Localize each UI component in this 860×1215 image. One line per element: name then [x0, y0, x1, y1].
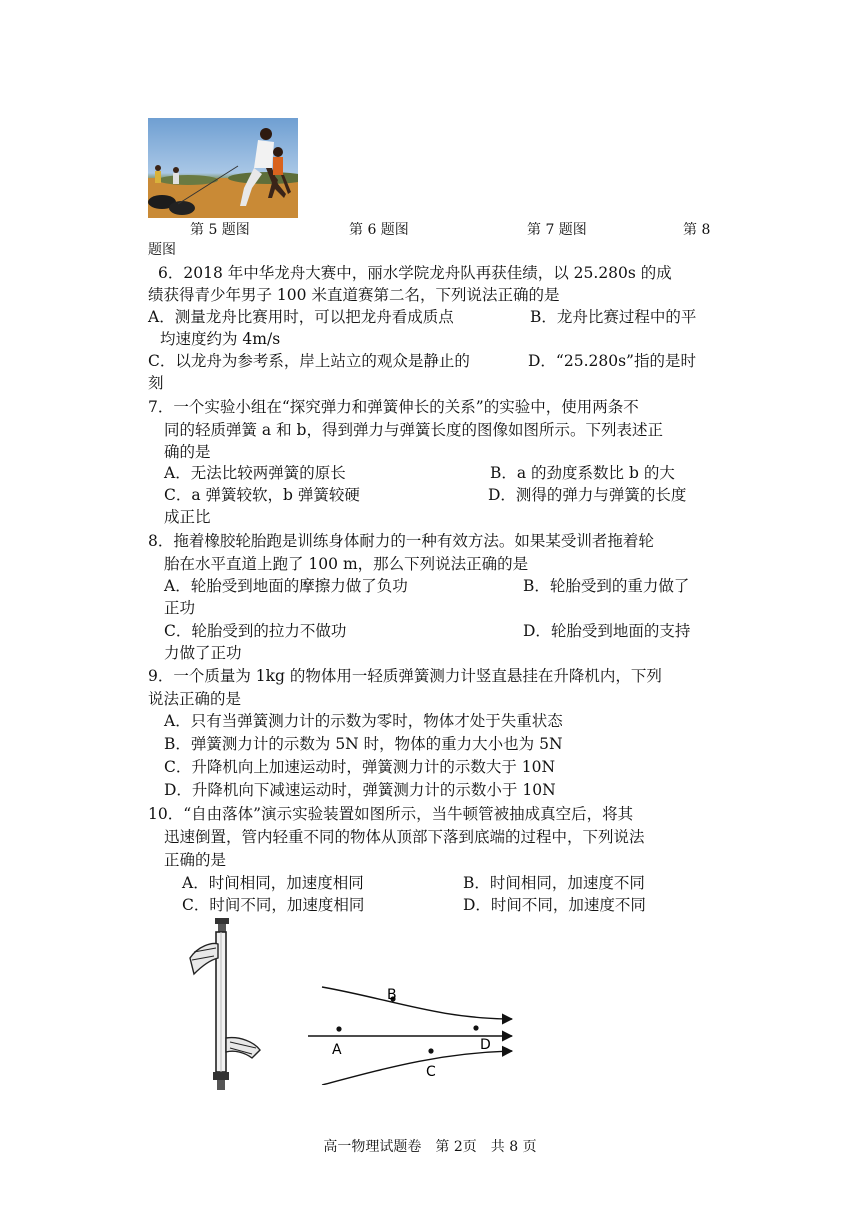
q9-option-b: B．弹簧测力计的示数为 5N 时，物体的重力大小也为 5N [164, 735, 563, 753]
caption-fig5: 第 5 题图 [190, 222, 250, 238]
q6-option-c: C．以龙舟为参考系，岸上站立的观众是静止的 [148, 352, 470, 370]
caption-fig8-cont: 题图 [148, 242, 176, 258]
q9-option-a: A．只有当弹簧测力计的示数为零时，物体才处于失重状态 [164, 712, 563, 730]
q10-option-d: D．时间不同，加速度不同 [463, 896, 646, 914]
streamline-upper [322, 987, 512, 1019]
caption-fig7: 第 7 题图 [527, 222, 587, 238]
q10-stem-line1: 10．“自由落体”演示实验装置如图所示，当牛顿管被抽成真空后，将其 [148, 805, 634, 823]
q7-option-d-cont: 成正比 [164, 508, 211, 526]
q10-option-c: C．时间不同，加速度相同 [182, 896, 365, 914]
q7-stem-line2: 同的轻质弹簧 a 和 b，得到弹力与弹簧长度的图像如图所示。下列表述正 [164, 421, 663, 439]
q7-option-c: C．a 弹簧较软，b 弹簧较硬 [164, 486, 360, 504]
point-b-label: B [387, 987, 397, 1003]
caption-fig6: 第 6 题图 [349, 222, 409, 238]
q7-option-b: B．a 的劲度系数比 b 的大 [490, 464, 675, 482]
point-c-label: C [426, 1064, 436, 1080]
q6-option-b: B．龙舟比赛过程中的平 [530, 308, 697, 326]
q9-option-c: C．升降机向上加速运动时，弹簧测力计的示数大于 10N [164, 758, 556, 776]
q7-option-a: A．无法比较两弹簧的原长 [164, 464, 346, 482]
q8-option-d: D．轮胎受到地面的支持 [523, 622, 691, 640]
q6-stem-line1: 6．2018 年中华龙舟大赛中，丽水学院龙舟队再获佳绩，以 25.280s 的成 [158, 264, 672, 282]
q10-stem-line3: 正确的是 [164, 851, 227, 869]
point-a-dot [336, 1026, 341, 1031]
q9-stem-line1: 9．一个质量为 1kg 的物体用一轻质弹簧测力计竖直悬挂在升降机内，下列 [148, 667, 662, 685]
q6-option-b-cont: 均速度约为 4m/s [160, 330, 281, 348]
streamline-figure [300, 975, 525, 1085]
q7-option-d: D．测得的弹力与弹簧的长度 [488, 486, 687, 504]
q8-stem-line2: 胎在水平直道上跑了 100 m，那么下列说法正确的是 [164, 555, 529, 573]
newton-tube-figure [180, 918, 270, 1093]
q9-stem-line2: 说法正确的是 [148, 690, 242, 708]
point-c-dot [428, 1048, 433, 1053]
q7-stem-line1: 7．一个实验小组在“探究弹力和弹簧伸长的关系”的实验中，使用两条不 [148, 398, 639, 416]
page-footer: 高一物理试题卷 第 2页 共 8 页 [323, 1139, 537, 1155]
q6-option-d: D．“25.280s”指的是时 [528, 352, 696, 370]
q10-stem-line2: 迅速倒置，管内轻重不同的物体从顶部下落到底端的过程中，下列说法 [164, 828, 645, 846]
q7-stem-line3: 确的是 [164, 443, 211, 461]
q8-stem-line1: 8．拖着橡胶轮胎跑是训练身体耐力的一种有效方法。如果某受训者拖着轮 [148, 532, 654, 550]
q8-option-b: B．轮胎受到的重力做了 [523, 577, 690, 595]
q6-option-d-cont: 刻 [148, 374, 164, 392]
q9-option-d: D．升降机向下减速运动时，弹簧测力计的示数小于 10N [164, 781, 556, 799]
q8-option-c: C．轮胎受到的拉力不做功 [164, 622, 347, 640]
q10-option-b: B．时间相同，加速度不同 [463, 874, 645, 892]
tire-training-photo [148, 118, 298, 218]
q8-option-d-cont: 力做了正功 [164, 644, 242, 662]
q10-option-a: A．时间相同，加速度相同 [182, 874, 364, 892]
q6-option-a: A．测量龙舟比赛用时，可以把龙舟看成质点 [148, 308, 454, 326]
point-d-dot [473, 1025, 478, 1030]
streamline-lower [322, 1051, 512, 1085]
q6-stem-line2: 绩获得青少年男子 100 米直道赛第二名，下列说法正确的是 [148, 286, 560, 304]
q8-option-b-cont: 正功 [164, 599, 196, 617]
q8-option-a: A．轮胎受到地面的摩擦力做了负功 [164, 577, 408, 595]
point-a-label: A [332, 1042, 342, 1058]
point-d-label: D [480, 1037, 491, 1053]
caption-fig8: 第 8 [683, 222, 711, 238]
